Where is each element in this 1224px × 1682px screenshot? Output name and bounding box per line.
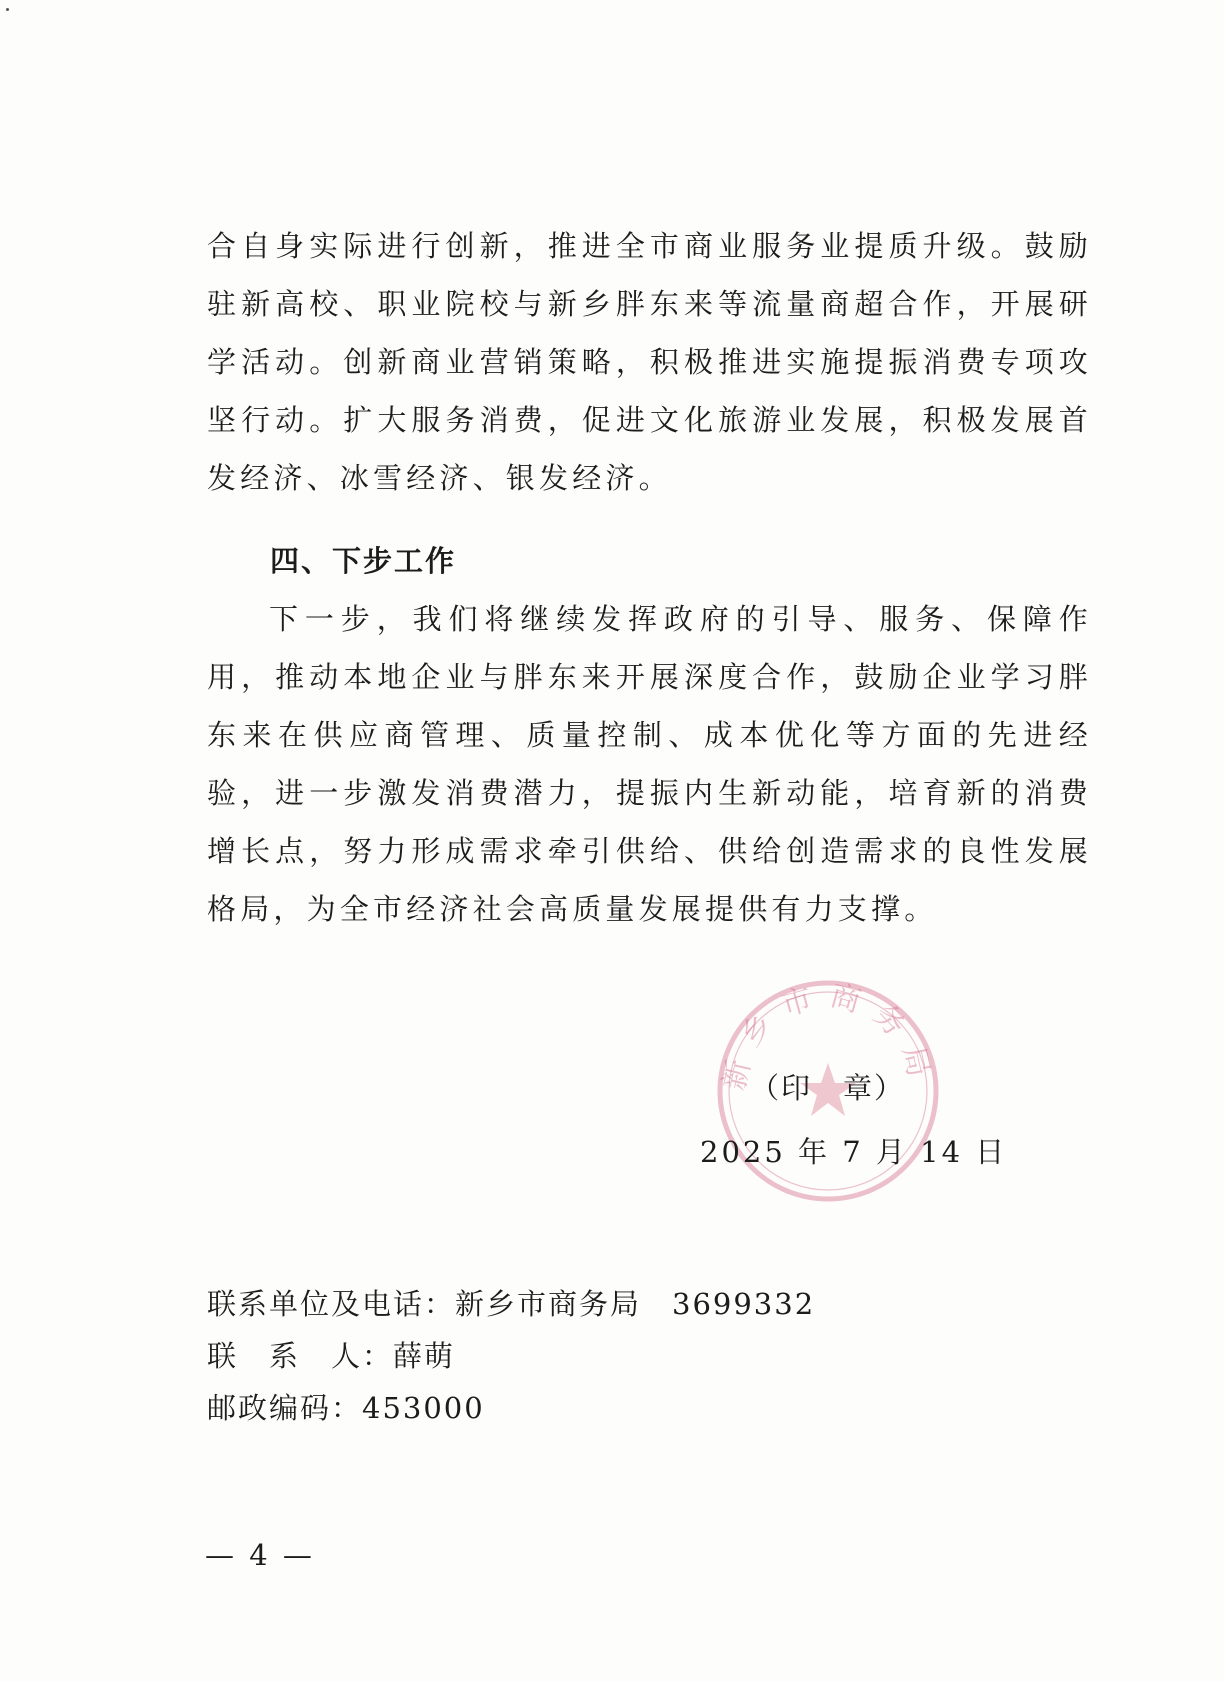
- contact-person: 联 系 人：薛萌: [207, 1339, 456, 1373]
- page-number: — 4 —: [205, 1538, 315, 1572]
- postal-code: 邮政编码：453000: [207, 1391, 485, 1425]
- seal-stamp-text: 新乡市商务局: [716, 978, 940, 1094]
- contact-unit-phone: 联系单位及电话：新乡市商务局 3699332: [207, 1287, 816, 1321]
- document-date: 2025 年 7 月 14 日: [700, 1135, 1008, 1169]
- body-paragraph-2: 下一步，我们将继续发挥政府的引导、服务、保障作用，推动本地企业与胖东来开展深度合作，鼓励企业学习胖东来在供应商管理、质量控制、成本优化等方面的先进经验，进一步激发消费潜力，提振内生新动能，培育新的消费增长点，努力形成需求牵引供给、供给创造需求的良性发展格局，为全市经济社会高质量发展提供有力支撑。: [207, 602, 1092, 926]
- body-paragraph-1: 合自身实际进行创新，推进全市商业服务业提质升级。鼓励驻新高校、职业院校与新乡胖东来等流量商超合作，开展研学活动。创新商业营销策略，积极推进实施提振消费专项攻坚行动。扩大服务消费，促进文化旅游业发展，积极发展首发经济、冰雪经济、银发经济。: [207, 229, 1092, 495]
- seal-label: （印 章）: [750, 1071, 906, 1105]
- section-heading: 四、下步工作: [270, 544, 457, 578]
- scan-mark: [6, 8, 9, 11]
